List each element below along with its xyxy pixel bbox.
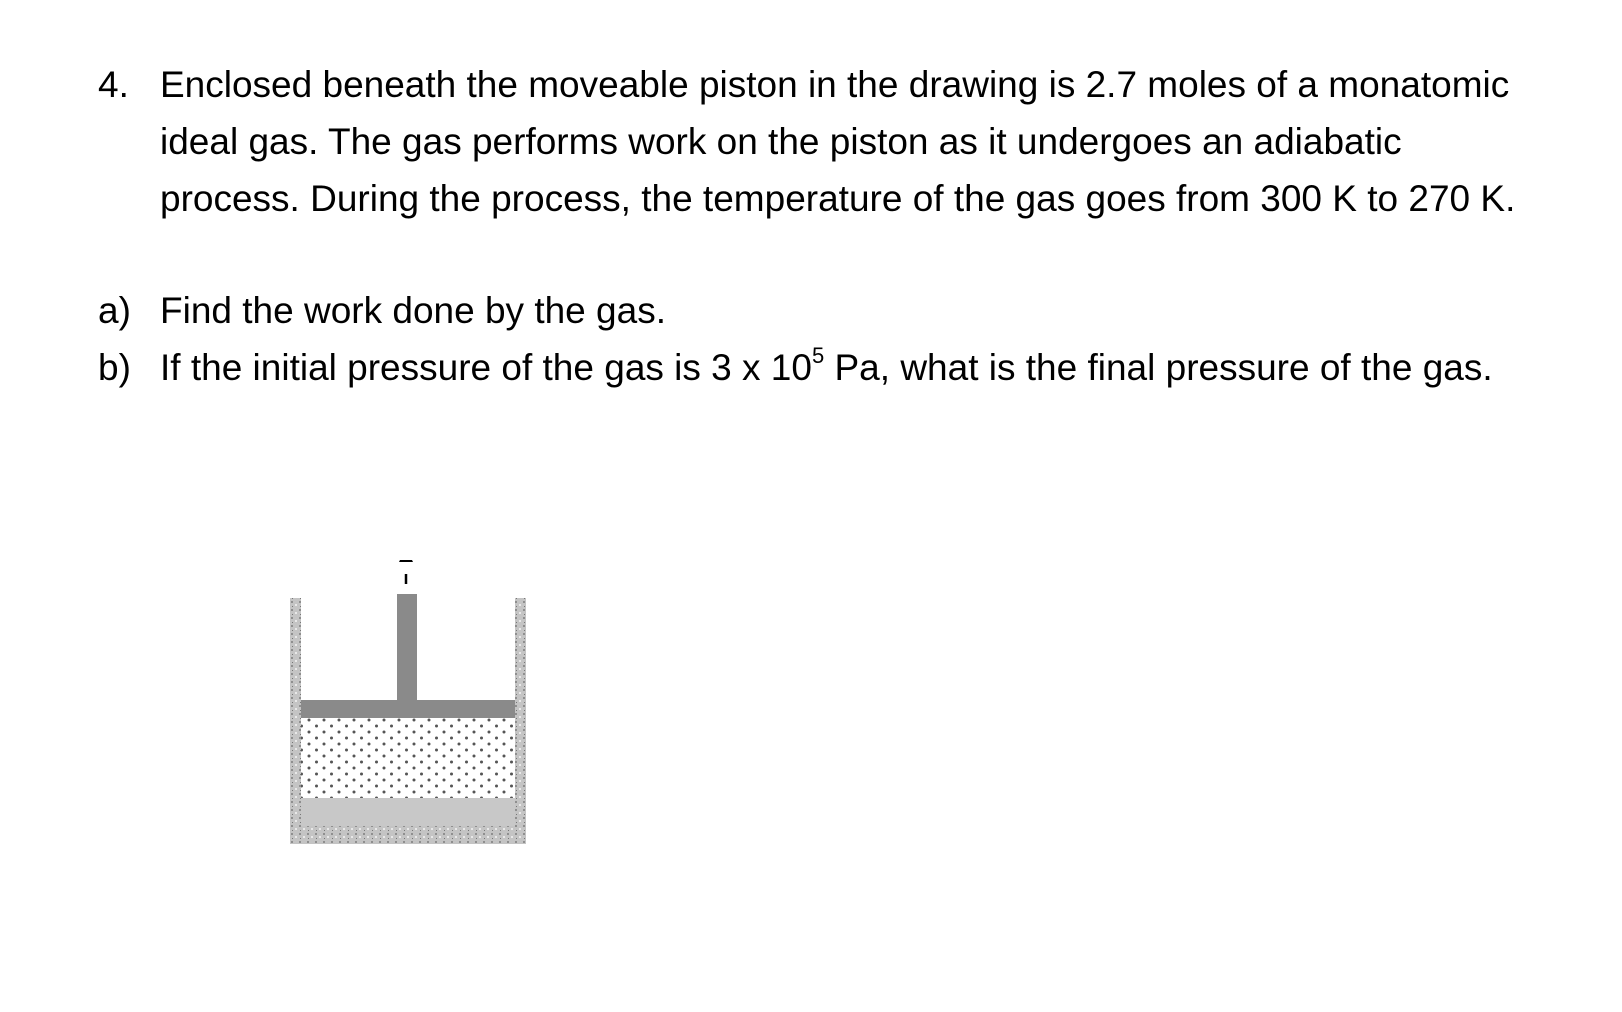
part-b-text bbox=[160, 339, 1558, 396]
cylinder-floor-band bbox=[301, 798, 515, 826]
part-b bbox=[98, 339, 1558, 396]
up-arrow-icon bbox=[399, 560, 413, 584]
part-b-text-after: Pa, what is the final pressure of the gas. bbox=[824, 347, 1493, 388]
problem-parts bbox=[98, 282, 1558, 396]
part-a bbox=[98, 282, 1558, 339]
part-a-text: Find the work done by the gas. bbox=[160, 290, 666, 331]
problem-statement: Enclosed beneath the moveable piston in the drawing is 2.7 moles of a monatomic ideal gas. The gas performs work on the piston as it undergoes an adiabatic process. During the process, the temperature of the gas goes from 300 K to 270 K. bbox=[160, 64, 1516, 219]
part-b-text-before: If the initial pressure of the gas is 3 x 10 bbox=[160, 347, 812, 388]
problem-4 bbox=[98, 56, 1558, 396]
piston-cylinder-icon bbox=[290, 560, 560, 890]
gas-region bbox=[301, 718, 515, 798]
cylinder-left-wall bbox=[290, 598, 301, 844]
part-a-label: a) bbox=[98, 290, 131, 331]
piston-head bbox=[301, 700, 515, 718]
cylinder-right-wall bbox=[515, 598, 526, 844]
cylinder-base bbox=[290, 826, 526, 844]
problem-number: 4. bbox=[98, 64, 129, 105]
problem-statement-row bbox=[98, 56, 1518, 227]
part-b-label: b) bbox=[98, 347, 131, 388]
piston-rod bbox=[397, 594, 417, 702]
part-b-exponent: 5 bbox=[811, 342, 825, 368]
piston-cylinder-figure bbox=[290, 560, 560, 890]
